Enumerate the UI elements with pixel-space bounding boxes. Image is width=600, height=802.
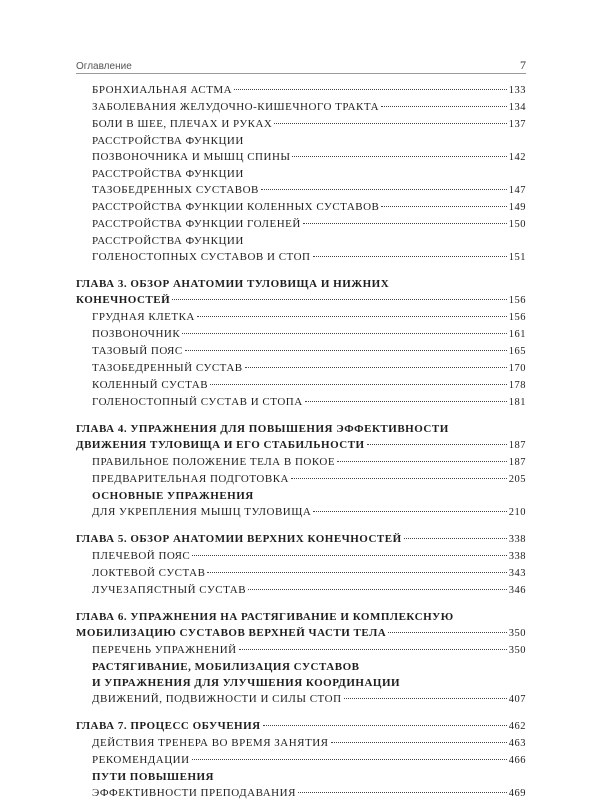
dot-leader	[239, 649, 507, 650]
dot-leader	[210, 384, 507, 385]
toc-entry-page: 343	[508, 568, 526, 579]
chapter-title: ДВИЖЕНИЯ ТУЛОВИЩА И ЕГО СТАБИЛЬНОСТИ	[76, 439, 365, 451]
chapter-page: 187	[508, 440, 526, 451]
chapter-page: 462	[508, 721, 526, 732]
dot-leader	[234, 89, 507, 90]
chapter-page: 350	[508, 628, 526, 639]
chapter-title: КОНЕЧНОСТЕЙ	[76, 294, 171, 306]
toc-entry-page: 151	[508, 252, 526, 263]
toc-entry	[92, 116, 526, 133]
toc-entry	[76, 565, 526, 582]
toc-entry-page: 170	[508, 363, 526, 374]
toc-entry-page: 178	[508, 380, 526, 391]
chapter-title: МОБИЛИЗАЦИЮ СУСТАВОВ ВЕРХНЕЙ ЧАСТИ ТЕЛА	[76, 627, 387, 639]
toc-chapter-5	[76, 531, 526, 599]
toc-entry	[76, 582, 526, 599]
toc-entry-label: ТАЗОБЕДРЕННЫХ СУСТАВОВ	[92, 184, 259, 196]
toc-entry-page: 210	[508, 507, 526, 518]
toc-entry-label: ПЛЕЧЕВОЙ ПОЯС	[92, 550, 191, 562]
toc-entry-label: ЭФФЕКТИВНОСТИ ПРЕПОДАВАНИЯ	[92, 787, 296, 799]
dot-leader	[303, 223, 507, 224]
toc-entry-label: КОЛЕННЫЙ СУСТАВ	[92, 379, 209, 391]
toc-entry-label: ЛУЧЕЗАПЯСТНЫЙ СУСТАВ	[92, 584, 247, 596]
toc-entry-line: РАССТРОЙСТВА ФУНКЦИИ	[92, 235, 244, 247]
toc-entry	[76, 326, 526, 343]
dot-leader	[182, 333, 507, 334]
chapter-title-line: ГЛАВА 4. УПРАЖНЕНИЯ ДЛЯ ПОВЫШЕНИЯ ЭФФЕКТИВНОСТИ	[76, 423, 449, 435]
dot-leader	[381, 106, 507, 107]
dot-leader	[331, 742, 507, 743]
toc-entry-line: ПУТИ ПОВЫШЕНИЯ	[92, 771, 214, 783]
toc-entry	[92, 249, 526, 266]
toc-entry	[76, 471, 526, 488]
toc-entry	[92, 216, 526, 233]
dot-leader	[367, 444, 507, 445]
toc-entry-line: РАССТРОЙСТВА ФУНКЦИИ	[92, 135, 244, 147]
toc-entry-line: РАССТРОЙСТВА ФУНКЦИИ	[92, 168, 244, 180]
toc-entry-label: ТАЗОБЕДРЕННЫЙ СУСТАВ	[92, 362, 243, 374]
dot-leader	[305, 401, 507, 402]
toc-entry-label: ДЕЙСТВИЯ ТРЕНЕРА ВО ВРЕМЯ ЗАНЯТИЯ	[92, 737, 329, 749]
chapter-page: 338	[508, 534, 526, 545]
toc-entry-page: 338	[508, 551, 526, 562]
toc-entry-page: 466	[508, 755, 526, 766]
toc-entry	[76, 360, 526, 377]
toc-entry-page: 150	[508, 219, 526, 230]
page-number: 7	[520, 58, 526, 72]
toc-entry-page: 133	[508, 85, 526, 96]
dot-leader	[388, 632, 507, 633]
toc-entry-page: 181	[508, 397, 526, 408]
toc-entry	[76, 691, 526, 708]
toc-entry-page: 137	[508, 119, 526, 130]
toc-entry-page: 469	[508, 788, 526, 799]
toc-entry-label: ДЛЯ УКРЕПЛЕНИЯ МЫШЦ ТУЛОВИЩА	[92, 506, 312, 518]
chapter-title-entry	[76, 625, 526, 642]
toc-entry	[76, 785, 526, 802]
toc-entry-label: ЛОКТЕВОЙ СУСТАВ	[92, 567, 206, 579]
dot-leader	[274, 123, 506, 124]
chapter-title: ГЛАВА 7. ПРОЦЕСС ОБУЧЕНИЯ	[76, 720, 261, 732]
toc-entry	[76, 309, 526, 326]
toc-entry-line: РАСТЯГИВАНИЕ, МОБИЛИЗАЦИЯ СУСТАВОВ	[92, 661, 360, 673]
chapter-title-entry	[76, 437, 526, 454]
toc-entry-page: 149	[508, 202, 526, 213]
toc-entry-page: 463	[508, 738, 526, 749]
toc-entry-page: 156	[508, 312, 526, 323]
toc-entry	[92, 182, 526, 199]
dot-leader	[207, 572, 506, 573]
dot-leader	[248, 589, 507, 590]
dot-leader	[192, 759, 507, 760]
toc-entry-label: БРОНХИАЛЬНАЯ АСТМА	[92, 84, 233, 96]
dot-leader	[337, 461, 507, 462]
toc-entry-page: 346	[508, 585, 526, 596]
toc-entry-label: ТАЗОВЫЙ ПОЯС	[92, 345, 183, 357]
toc-entry	[76, 642, 526, 659]
dot-leader	[245, 367, 507, 368]
chapter-title-line: ГЛАВА 6. УПРАЖНЕНИЯ НА РАСТЯГИВАНИЕ И КОМПЛЕКСНУЮ	[76, 611, 454, 623]
toc-entry-line: ОСНОВНЫЕ УПРАЖНЕНИЯ	[92, 490, 254, 502]
toc-entry-label: РЕКОМЕНДАЦИИ	[92, 754, 190, 766]
dot-leader	[172, 299, 507, 300]
toc-entry-label: ГОЛЕНОСТОПНЫЙ СУСТАВ И СТОПА	[92, 396, 303, 408]
toc-entry-page: 147	[508, 185, 526, 196]
dot-leader	[197, 316, 507, 317]
dot-leader	[292, 156, 506, 157]
toc-entry-label: РАССТРОЙСТВА ФУНКЦИИ КОЛЕННЫХ СУСТАВОВ	[92, 201, 380, 213]
toc-entry-page: 187	[508, 457, 526, 468]
chapter-title-entry	[76, 292, 526, 309]
toc-entry-page: 407	[508, 694, 526, 705]
dot-leader	[192, 555, 507, 556]
dot-leader	[313, 511, 506, 512]
toc-entry-label: ГРУДНАЯ КЛЕТКА	[92, 311, 195, 323]
dot-leader	[313, 256, 507, 257]
toc-entry	[92, 149, 526, 166]
dot-leader	[298, 792, 507, 793]
toc-entry-label: ДВИЖЕНИЙ, ПОДВИЖНОСТИ И СИЛЫ СТОП	[92, 693, 342, 705]
chapter-title-line: ГЛАВА 3. ОБЗОР АНАТОМИИ ТУЛОВИЩА И НИЖНИХ	[76, 278, 390, 290]
toc-entry	[76, 394, 526, 411]
running-header	[76, 58, 526, 73]
toc-entry-label: ЗАБОЛЕВАНИЯ ЖЕЛУДОЧНО-КИШЕЧНОГО ТРАКТА	[92, 101, 380, 113]
toc-entry	[76, 548, 526, 565]
header-rule	[76, 73, 526, 74]
chapter-title-entry	[76, 718, 526, 735]
toc-entry	[76, 343, 526, 360]
toc-entry-page: 165	[508, 346, 526, 357]
dot-leader	[291, 478, 507, 479]
toc-entry	[92, 99, 526, 116]
toc-block-continued	[76, 82, 526, 266]
dot-leader	[263, 725, 507, 726]
dot-leader	[404, 538, 507, 539]
toc-chapter-3	[76, 276, 526, 411]
chapter-page: 156	[508, 295, 526, 306]
toc-entry	[76, 377, 526, 394]
toc-chapter-6	[76, 609, 526, 708]
table-of-contents	[76, 82, 526, 802]
chapter-title-entry	[76, 531, 526, 548]
toc-entry-line: И УПРАЖНЕНИЯ ДЛЯ УЛУЧШЕНИЯ КООРДИНАЦИИ	[92, 677, 401, 689]
toc-entry-label: ПЕРЕЧЕНЬ УПРАЖНЕНИЙ	[92, 644, 237, 656]
toc-entry-page: 205	[508, 474, 526, 485]
dot-leader	[381, 206, 506, 207]
toc-entry-label: БОЛИ В ШЕЕ, ПЛЕЧАХ И РУКАХ	[92, 118, 273, 130]
toc-entry-page: 142	[508, 152, 526, 163]
toc-entry	[76, 752, 526, 769]
toc-entry-label: ГОЛЕНОСТОПНЫХ СУСТАВОВ И СТОП	[92, 251, 311, 263]
toc-entry-label: ПОЗВОНОЧНИК	[92, 328, 181, 340]
toc-entry	[76, 454, 526, 471]
toc-entry-label: РАССТРОЙСТВА ФУНКЦИИ ГОЛЕНЕЙ	[92, 218, 301, 230]
toc-entry-page: 134	[508, 102, 526, 113]
toc-entry-page: 350	[508, 645, 526, 656]
toc-entry-label: ПОЗВОНОЧНИКА И МЫШЦ СПИНЫ	[92, 151, 291, 163]
toc-entry	[76, 735, 526, 752]
toc-entry-page: 161	[508, 329, 526, 340]
toc-chapter-7	[76, 718, 526, 802]
toc-entry	[76, 504, 526, 521]
toc-chapter-4	[76, 421, 526, 521]
toc-entry	[92, 82, 526, 99]
chapter-title: ГЛАВА 5. ОБЗОР АНАТОМИИ ВЕРХНИХ КОНЕЧНОСТЕЙ	[76, 533, 402, 545]
running-header-title: Оглавление	[76, 61, 132, 72]
dot-leader	[261, 189, 507, 190]
toc-entry-label: ПРАВИЛЬНОЕ ПОЛОЖЕНИЕ ТЕЛА В ПОКОЕ	[92, 456, 336, 468]
dot-leader	[344, 698, 507, 699]
toc-entry	[92, 199, 526, 216]
dot-leader	[185, 350, 507, 351]
toc-entry-label: ПРЕДВАРИТЕЛЬНАЯ ПОДГОТОВКА	[92, 473, 289, 485]
